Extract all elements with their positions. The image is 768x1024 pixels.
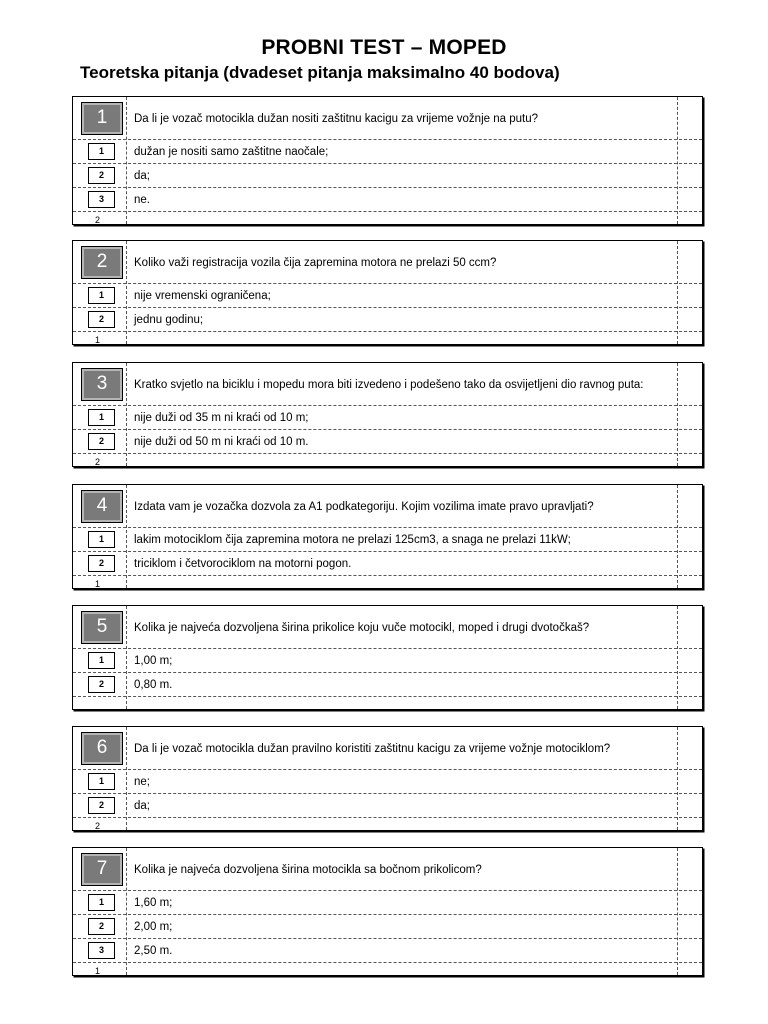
answer-number-box[interactable]: 2 [88,797,115,814]
answer-row[interactable] [73,649,702,673]
question-block [72,96,703,225]
column-divider-right [677,848,678,975]
answer-number-box[interactable]: 2 [88,918,115,935]
answer-row[interactable] [73,891,702,915]
column-divider-left [126,363,127,466]
score-value: 2 [95,215,101,225]
question-text: Da li je vozač motocikla dužan pravilno koristiti zaštitnu kacigu za vrijeme vožnje motociklom? [134,742,611,755]
score-row [73,454,702,468]
score-row [73,818,702,832]
answer-row[interactable] [73,406,702,430]
page-subtitle: Teoretska pitanja (dvadeset pitanja maksimalno 40 bodova) [80,63,560,82]
answer-row[interactable] [73,528,702,552]
question-header [73,727,702,770]
answer-row[interactable] [73,770,702,794]
answer-text: 2,50 m. [134,945,173,957]
score-row [73,697,702,711]
answer-text: ne. [134,194,150,206]
column-divider-left [126,241,127,344]
score-value: 1 [95,335,101,345]
column-divider-right [677,363,678,466]
answer-text: triciklom i četvorociklom na motorni pogon. [134,558,352,570]
answer-text: 1,00 m; [134,655,173,667]
column-divider-left [126,97,127,224]
question-number: 2 [81,246,123,279]
answer-text: nije duži od 50 m ni kraći od 10 m. [134,436,309,448]
column-divider-left [126,485,127,588]
answer-number-box[interactable]: 3 [88,191,115,208]
answer-number-box[interactable]: 1 [88,531,115,548]
answer-number-box[interactable]: 2 [88,167,115,184]
score-row [73,332,702,346]
answer-number-box[interactable]: 2 [88,433,115,450]
answer-row[interactable] [73,430,702,454]
answer-row[interactable] [73,673,702,697]
question-number: 6 [81,732,123,765]
question-block [72,362,703,467]
score-row [73,963,702,977]
answer-row[interactable] [73,794,702,818]
question-block [72,240,703,345]
column-divider-left [126,848,127,975]
answer-text: da; [134,800,150,812]
answer-text: 0,80 m. [134,679,173,691]
question-block [72,605,703,710]
question-number: 5 [81,611,123,644]
question-header [73,97,702,140]
question-number: 1 [81,102,123,135]
answer-text: 1,60 m; [134,897,173,909]
answer-row[interactable] [73,308,702,332]
answer-text: dužan je nositi samo zaštitne naočale; [134,146,329,158]
answer-number-box[interactable]: 1 [88,409,115,426]
question-text: Kolika je najveća dozvoljena širina prikolice koju vuče motocikl, moped i drugi dvotočkaš? [134,621,590,634]
question-number: 3 [81,368,123,401]
answer-number-box[interactable]: 2 [88,555,115,572]
question-block [72,484,703,589]
answer-row[interactable] [73,164,702,188]
answer-row[interactable] [73,552,702,576]
column-divider-left [126,727,127,830]
score-row [73,212,702,226]
question-number: 7 [81,853,123,886]
question-text: Kratko svjetlo na biciklu i mopedu mora biti izvedeno i podešeno tako da osvijetljeni dio ravnog puta: [134,378,644,391]
answer-number-box[interactable]: 3 [88,942,115,959]
column-divider-right [677,97,678,224]
answer-text: da; [134,170,150,182]
question-number: 4 [81,490,123,523]
column-divider-left [126,606,127,709]
question-block [72,726,703,831]
answer-row[interactable] [73,915,702,939]
page-title: PROBNI TEST – MOPED [261,36,507,59]
answer-number-box[interactable]: 2 [88,676,115,693]
answer-number-box[interactable]: 1 [88,652,115,669]
answer-text: nije duži od 35 m ni kraći od 10 m; [134,412,309,424]
question-text: Koliko važi registracija vozila čija zapremina motora ne prelazi 50 ccm? [134,256,497,269]
question-text: Izdata vam je vozačka dozvola za A1 podkategoriju. Kojim vozilima imate pravo upravljati? [134,500,594,513]
answer-row[interactable] [73,140,702,164]
score-value: 1 [95,579,101,589]
answer-text: lakim motociklom čija zapremina motora ne prelazi 125cm3, a snaga ne prelazi 11kW; [134,534,571,546]
question-header [73,363,702,406]
answer-number-box[interactable]: 1 [88,143,115,160]
column-divider-right [677,727,678,830]
answer-row[interactable] [73,188,702,212]
question-header [73,485,702,528]
score-value: 1 [95,966,101,976]
question-block [72,847,703,976]
answer-row[interactable] [73,939,702,963]
score-value: 2 [95,457,101,467]
answer-number-box[interactable]: 1 [88,894,115,911]
answer-text: 2,00 m; [134,921,173,933]
answer-text: ne; [134,776,150,788]
column-divider-right [677,241,678,344]
column-divider-right [677,606,678,709]
answer-text: jednu godinu; [134,314,204,326]
answer-number-box[interactable]: 1 [88,773,115,790]
score-value: 2 [95,821,101,831]
answer-number-box[interactable]: 2 [88,311,115,328]
answer-row[interactable] [73,284,702,308]
question-text: Da li je vozač motocikla dužan nositi zaštitnu kacigu za vrijeme vožnje na putu? [134,112,538,125]
column-divider-right [677,485,678,588]
question-header [73,848,702,891]
answer-text: nije vremenski ograničena; [134,290,271,302]
answer-number-box[interactable]: 1 [88,287,115,304]
question-header [73,241,702,284]
score-row [73,576,702,590]
question-header [73,606,702,649]
question-text: Kolika je najveća dozvoljena širina motocikla sa bočnom prikolicom? [134,863,482,876]
